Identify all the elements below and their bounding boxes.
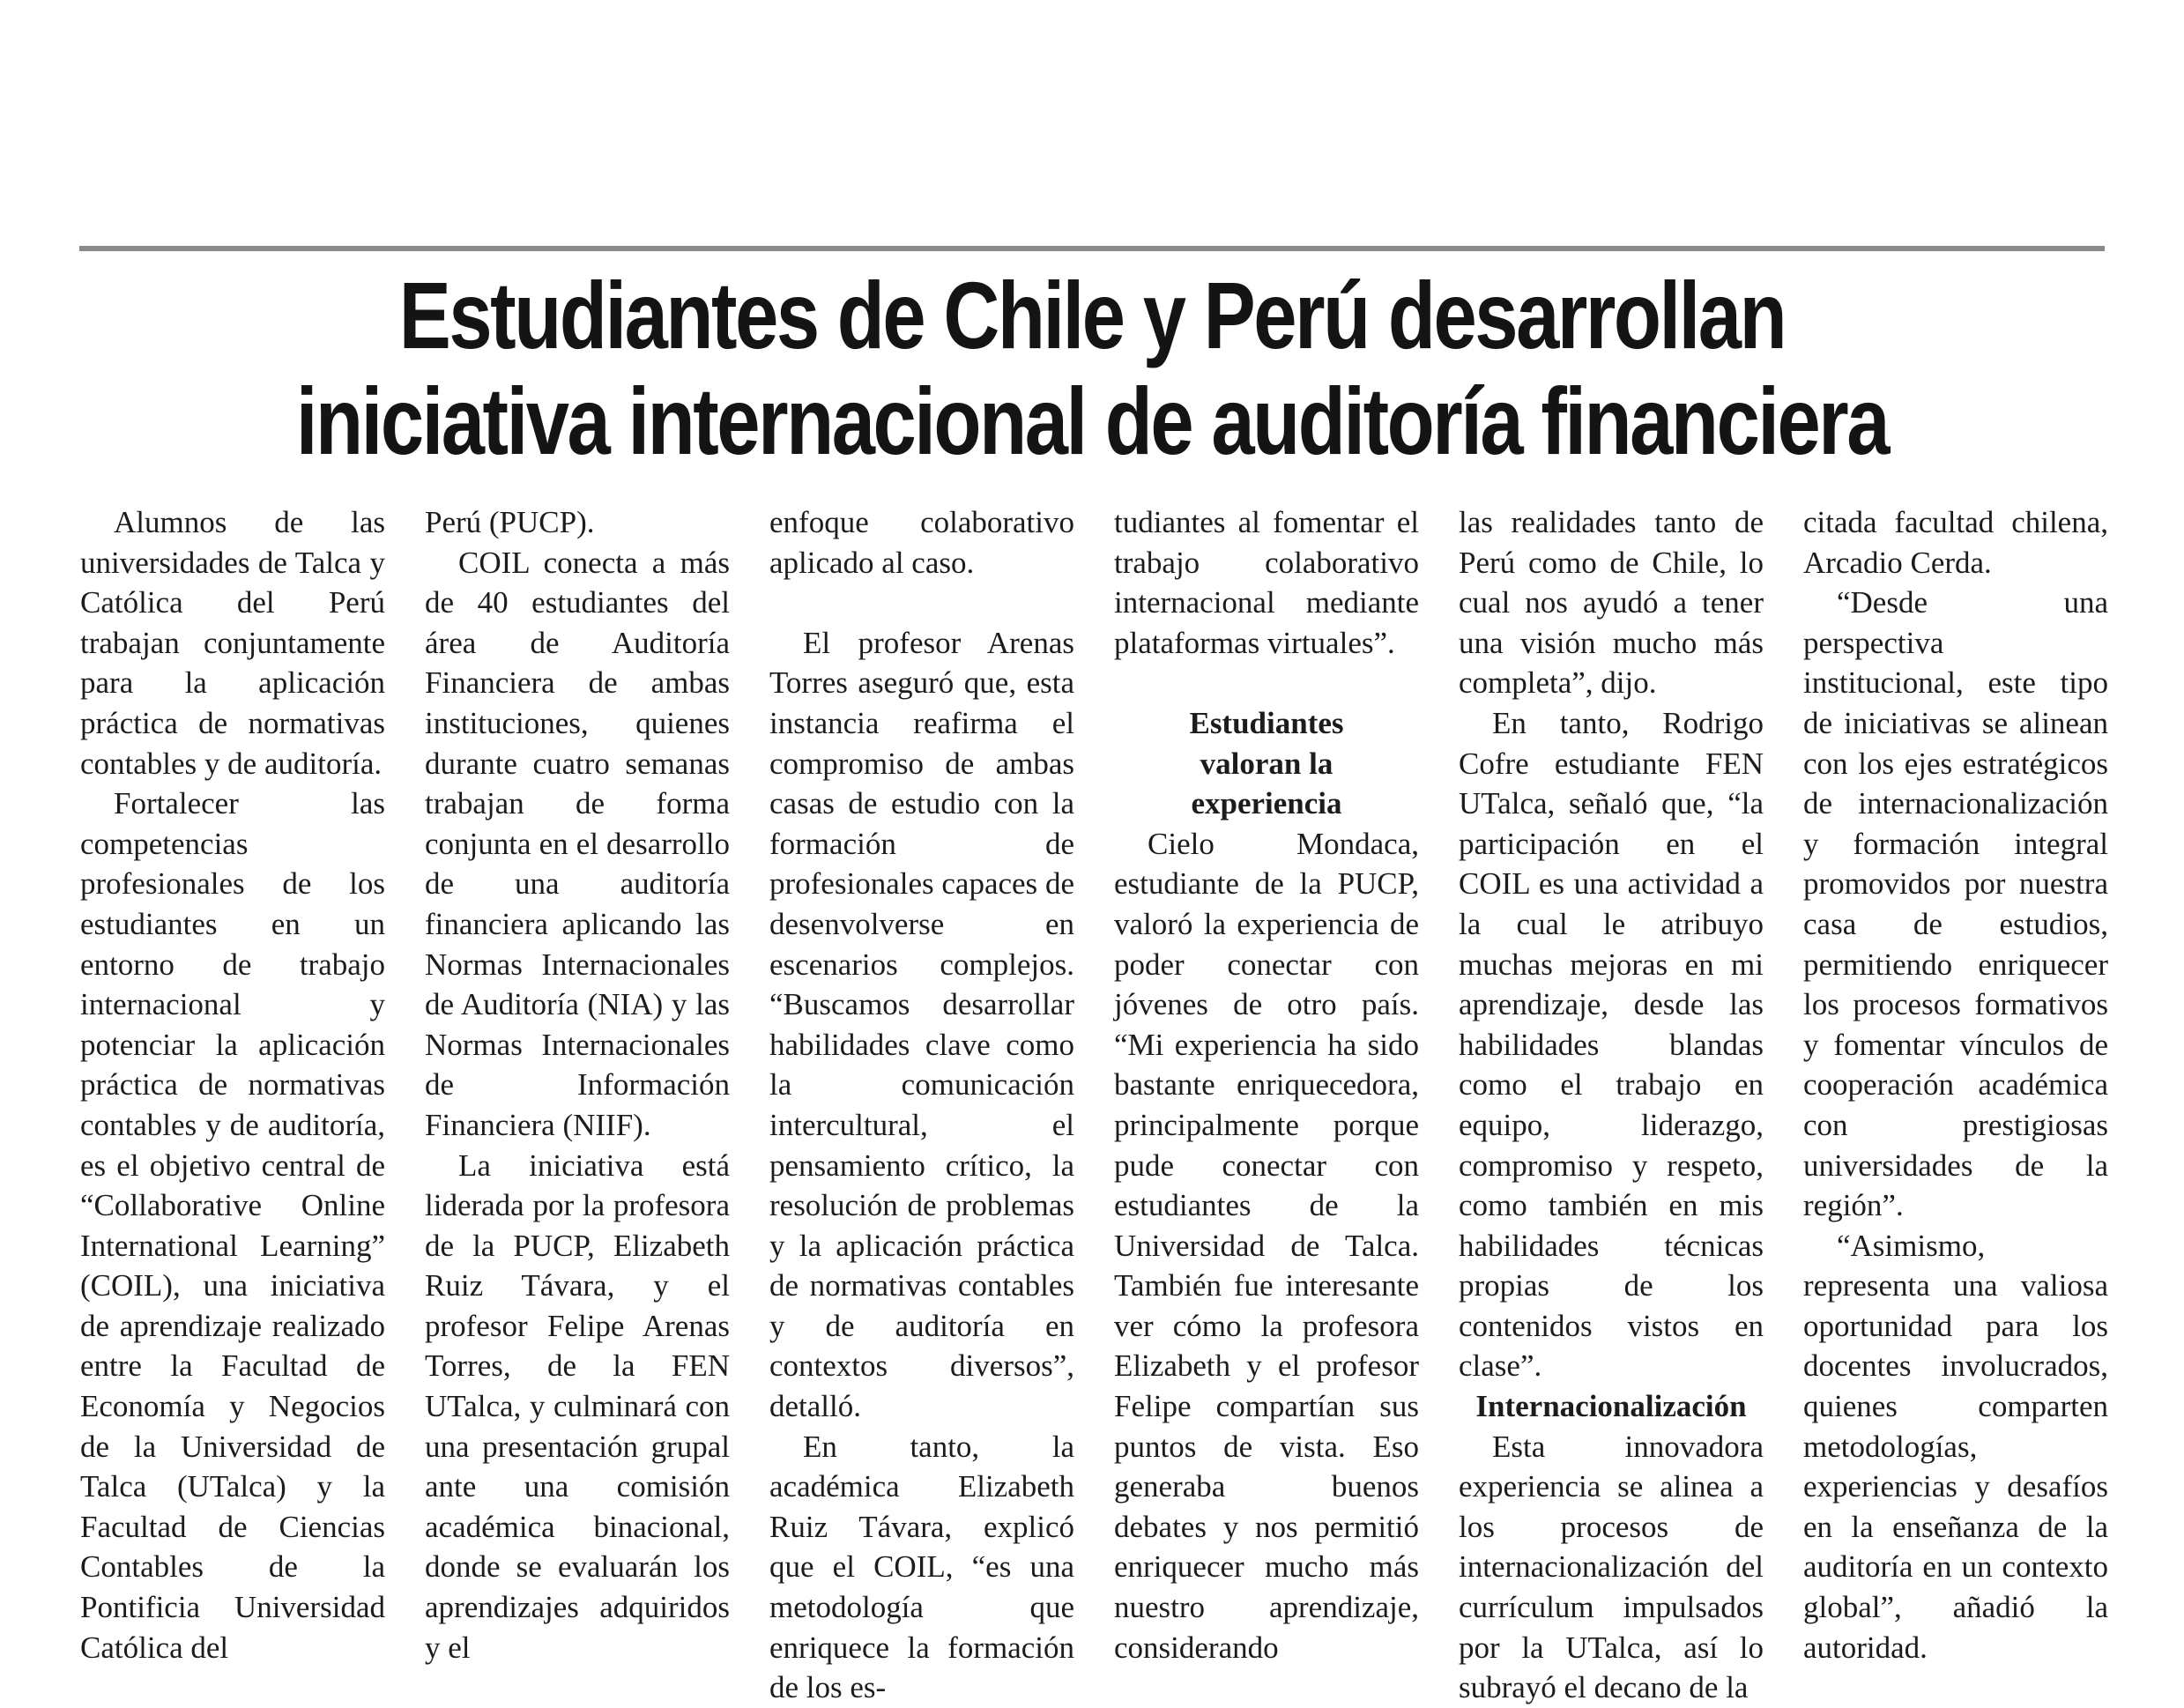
column-5 [1459,502,1764,1705]
paragraph: En tanto, la académica Elizabeth Ruiz Távara, explicó que el COIL, “es una metodología que enriquece la formación de los es- [769,1429,1074,1705]
paragraph: Perú (PUCP). [425,505,595,539]
paragraph: “Desde una perspectiva institucional, este tipo de iniciativas se alinean con los ejes estratégicos de internacionalización y formación integral promovidos por nuestra casa de estudios, permitiendo enriquecer los procesos formativos y fomentar vínculos de cooperación académica con prestigiosas universidades de la región”. [1803,585,2108,1223]
subheading: Internacionalización [1475,1389,1747,1424]
headline-line-1: Estudiantes de Chile y Perú desarrollan [398,262,1786,368]
header-rule [79,246,2105,251]
column-6 [1803,502,2108,1683]
column-3 [769,502,1074,1705]
subheading: Estudiantes valoran la experiencia [1189,705,1344,821]
paragraph: El profesor Arenas Torres aseguró que, esta instancia reafirma el compromiso de ambas casas de estudio con la formación de profesionales capaces de desenvolverse en escenarios complejos. “Buscamos desarrollar habilidades clave como la comunicación intercultural, el pensamiento crítico, la resolución de problemas y la aplicación práctica de normativas contables y de auditoría en contextos diversos”, detalló. [769,625,1074,1424]
headline [262,263,1922,474]
column-2 [425,502,730,1683]
paragraph: En tanto, Rodrigo Cofre estudiante FEN UTalca, señaló que, “la participación en el COIL es una actividad a la cual le atribuyo muchas mejoras en mi aprendizaje, desde las habilidades blandas como el trabajo en equipo, liderazgo, compromiso y respeto, como también en mis habilidades técnicas propias de los contenidos vistos en clase”. [1459,705,1764,1384]
paragraph: La iniciativa está liderada por la profesora de la PUCP, Elizabeth Ruiz Távara, y el profesor Felipe Arenas Torres, de la FEN UTalca, y culminará con una presentación grupal ante una comisión académica binacional, donde se evaluarán los aprendizajes adquiridos y el [425,1147,730,1665]
paragraph: Alumnos de las universidades de Talca y Católica del Perú trabajan conjuntamente para la aplicación práctica de normativas contables y de auditoría. [80,505,385,781]
paragraph: Cielo Mondaca, estudiante de la PUCP, valoró la experiencia de poder conectar con jóvenes de otro país. “Mi experiencia ha sido bastante enriquecedora, principalmente porque pude conectar con estudiantes de la Universidad de Talca. También fue interesante ver cómo la profesora Elizabeth y el profesor Felipe compartían sus puntos de vista. Eso generaba buenos debates y nos permitió enriquecer mucho más nuestro aprendizaje, considerando [1114,826,1419,1665]
headline-line-2: iniciativa internacional de auditoría financiera [295,368,1889,474]
paragraph: Fortalecer las competencias profesionales de los estudiantes en un entorno de trabajo internacional y potenciar la aplicación práctica de normativas contables y de auditoría, es el objetivo central de “Collaborative Online International Learning” (COIL), una iniciativa de aprendizaje realizado entre la Facultad de Economía y Negocios de la Universidad de Talca (UTalca) y la Facultad de Ciencias Contables de la Pontificia Universidad Católica del [80,786,385,1665]
paragraph: “Asimismo, representa una valiosa oportunidad para los docentes involucrados, quienes comparten metodologías, experiencias y desafíos en la enseñanza de la auditoría en un contexto global”, añadió la autoridad. [1803,1228,2108,1665]
paragraph: tudiantes al fomentar el trabajo colaborativo internacional mediante plataformas virtuales”. [1114,505,1419,660]
paragraph: las realidades tanto de Perú como de Chile, lo cual nos ayudó a tener una visión mucho más completa”, dijo. [1459,505,1764,701]
column-4 [1114,502,1419,1683]
paragraph: COIL conecta a más de 40 estudiantes del área de Auditoría Financiera de ambas instituciones, quienes durante cuatro semanas trabajan de forma conjunta en el desarrollo de una auditoría financiera aplicando las Normas Internacionales de Auditoría (NIA) y las Normas Internacionales de Información Financiera (NIIF). [425,545,730,1142]
paragraph: enfoque colaborativo aplicado al caso. [769,505,1074,580]
column-1 [80,502,385,1683]
paragraph: Esta innovadora experiencia se alinea a los procesos de internacionalización del currículum impulsados por la UTalca, así lo subrayó el decano de la [1459,1429,1764,1705]
paragraph: citada facultad chilena, Arcadio Cerda. [1803,505,2108,580]
